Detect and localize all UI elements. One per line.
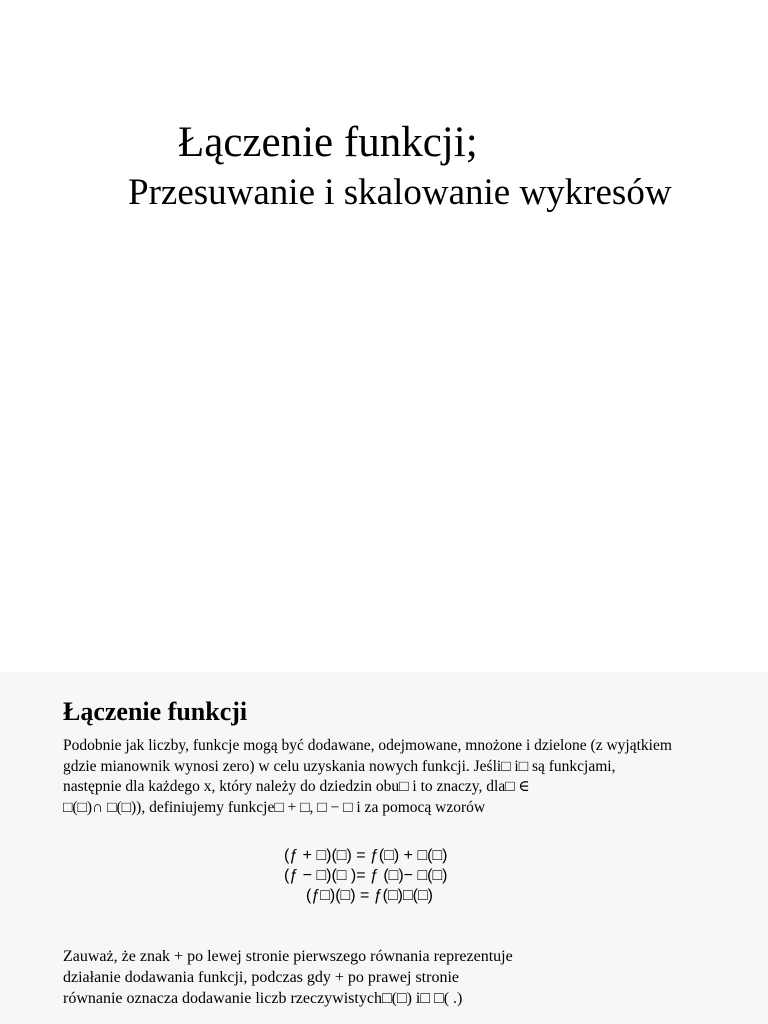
note-line: równanie oznacza dodawanie liczb rzeczywistych□(□) i□ □( .)	[63, 990, 463, 1007]
paragraph-line: Podobnie jak liczby, funkcje mogą być dodawane, odejmowane, mnożone i dzielone (z wyjątkiem	[63, 737, 672, 754]
section-heading: Łączenie funkcji	[63, 697, 248, 726]
note-paragraph	[63, 946, 763, 1009]
slide-main-title: Łączenie funkcji;	[178, 119, 478, 166]
note-line: Zauważ, że znak + po lewej stronie pierwszego równania reprezentuje	[63, 948, 513, 965]
note-line: działanie dodawania funkcji, podczas gdy + po prawej stronie	[63, 969, 459, 986]
paragraph-line: □(□)∩ □(□)), definiujemy funkcje□ + □, □ − □ i za pomocą wzorów	[63, 798, 486, 816]
equation-block	[284, 846, 447, 906]
body-paragraph	[63, 736, 763, 818]
equation-difference: (ƒ − □)(□ )= ƒ (□)− □(□)	[284, 867, 448, 884]
paragraph-line: gdzie mianownik wynosi zero) w celu uzyskania nowych funkcji. Jeśli□ i□ są funkcjami,	[63, 757, 616, 775]
slide-subtitle: Przesuwanie i skalowanie wykresów	[128, 172, 672, 213]
paragraph-line: następnie dla każdego x, który należy do dziedzin obu□ i to znaczy, dla□ ∈	[63, 778, 530, 795]
equation-product: (ƒ□)(□) = ƒ(□)□(□)	[306, 887, 433, 904]
equation-sum: (ƒ + □)(□) = ƒ(□) + □(□)	[284, 847, 448, 864]
slide-combining-functions	[0, 672, 768, 1024]
